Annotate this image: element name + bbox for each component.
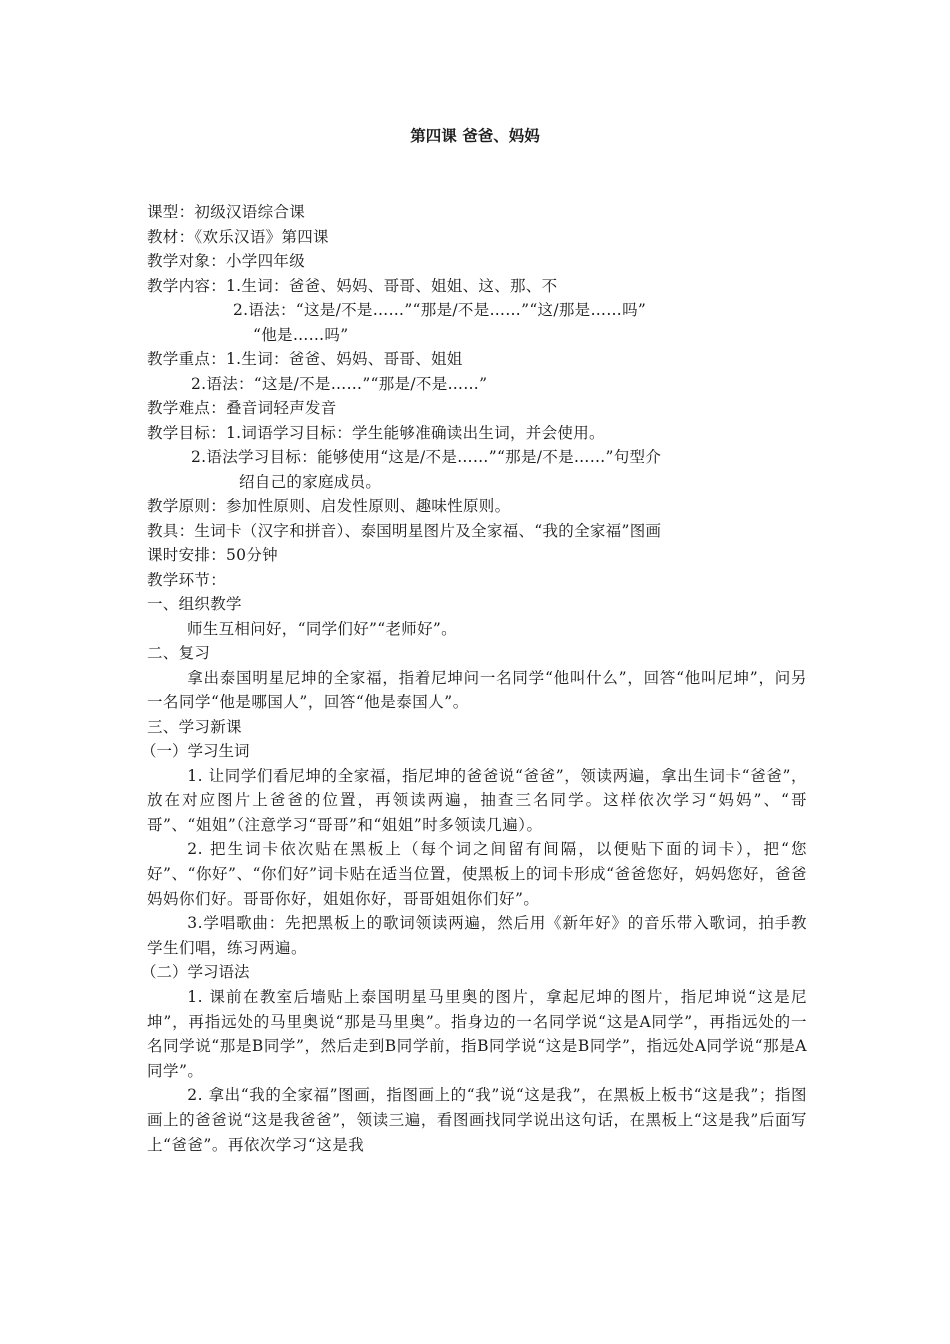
content-line-3: “他是……吗” (253, 325, 349, 344)
focus-line-2: 2.语法：“这是/不是……”“那是/不是……” (191, 374, 488, 393)
section-2-text: 拿出泰国明星尼坤的全家福，指着尼坤问一名同学“他叫什么”，回答“他叫尼坤”，问另一名同学“他是哪国人”，回答“他是泰国人”。 (147, 668, 807, 712)
section-3-heading: 三、学习新课 (147, 717, 242, 736)
subsection-1-paragraph-3: 3.学唱歌曲：先把黑板上的歌词领读两遍，然后用《新年好》的音乐带入歌词，拍手教学生们唱，练习两遍。 (147, 914, 807, 957)
difficulty-line: 教学难点：叠音词轻声发音 (147, 399, 337, 417)
time-line: 课时安排：50分钟 (147, 546, 278, 564)
subsection-1-paragraph-2: 2. 把生词卡依次贴在黑板上（每个词之间留有间隔，以便贴下面的词卡），把“您好”、“你好”、“你们好”词卡贴在适当位置，使黑板上的词卡形成“爸爸您好，妈妈您好，爸爸妈妈你们好。哥哥你好，姐姐你好，哥哥姐姐你们好”。 (147, 840, 807, 908)
subsection-1-heading: （一）学习生词 (141, 742, 250, 761)
steps-heading: 教学环节： (147, 570, 227, 589)
lesson-title: 第四课 爸爸、妈妈 (410, 127, 540, 145)
content-line-2: 2.语法：“这是/不是……”“那是/不是……”“这/那是……吗” (233, 301, 647, 319)
principle-line: 教学原则：参加性原则、启发性原则、趣味性原则。 (147, 497, 511, 515)
section-1-text: 师生互相问好，“同学们好”“老师好”。 (187, 619, 457, 638)
goal-line-2: 2.语法学习目标：能够使用“这是/不是……”“那是/不是……”句型介 (191, 448, 662, 466)
subsection-2-paragraph-1: 1. 课前在教室后墙贴上泰国明星马里奥的图片，拿起尼坤的图片，指尼坤说“这是尼坤”，再指远处的马里奥说“那是马里奥”。指身边的一名同学说“这是A同学”，再指远处的一名同学说“那是B同学”，然后走到B同学前，指B同学说“这是B同学”，指远处A同学说“那是A同学”。 (147, 987, 807, 1080)
subsection-2-heading: （二）学习语法 (141, 963, 250, 982)
lesson-plan-body (141, 200, 807, 1157)
audience: 教学对象：小学四年级 (147, 252, 306, 270)
course-type: 课型：初级汉语综合课 (147, 203, 306, 221)
goal-line-1: 教学目标：1.词语学习目标：学生能够准确读出生词，并会使用。 (147, 423, 605, 442)
subsection-2-paragraph-2: 2. 拿出“我的全家福”图画，指图画上的“我”说“这是我”，在黑板上板书“这是我”；指图画上的爸爸说“这是我爸爸”，领读三遍，看图画找同学说出这句话，在黑板上“这是我”后面写上“爸爸”。再依次学习“这是我 (147, 1086, 807, 1154)
tools-line: 教具：生词卡（汉字和拼音）、泰国明星图片及全家福、“我的全家福”图画 (147, 521, 662, 540)
section-2-heading: 二、复习 (147, 644, 211, 662)
focus-line-1: 教学重点：1.生词：爸爸、妈妈、哥哥、姐姐 (147, 350, 463, 368)
goal-line-3: 绍自己的家庭成员。 (239, 472, 382, 491)
subsection-1-paragraph-1: 1. 让同学们看尼坤的全家福，指尼坤的爸爸说“爸爸”，领读两遍，拿出生词卡“爸爸”，放在对应图片上爸爸的位置，再领读两遍，抽查三名同学。这样依次学习“妈妈”、“哥哥”、“姐姐”（注意学习“哥哥”和“姐姐”时多领读几遍）。 (147, 766, 807, 834)
textbook: 教材：《欢乐汉语》第四课 (147, 227, 329, 246)
content-line-1: 教学内容：1.生词：爸爸、妈妈、哥哥、姐姐、这、那、不 (147, 276, 558, 295)
section-1-heading: 一、组织教学 (147, 595, 242, 613)
